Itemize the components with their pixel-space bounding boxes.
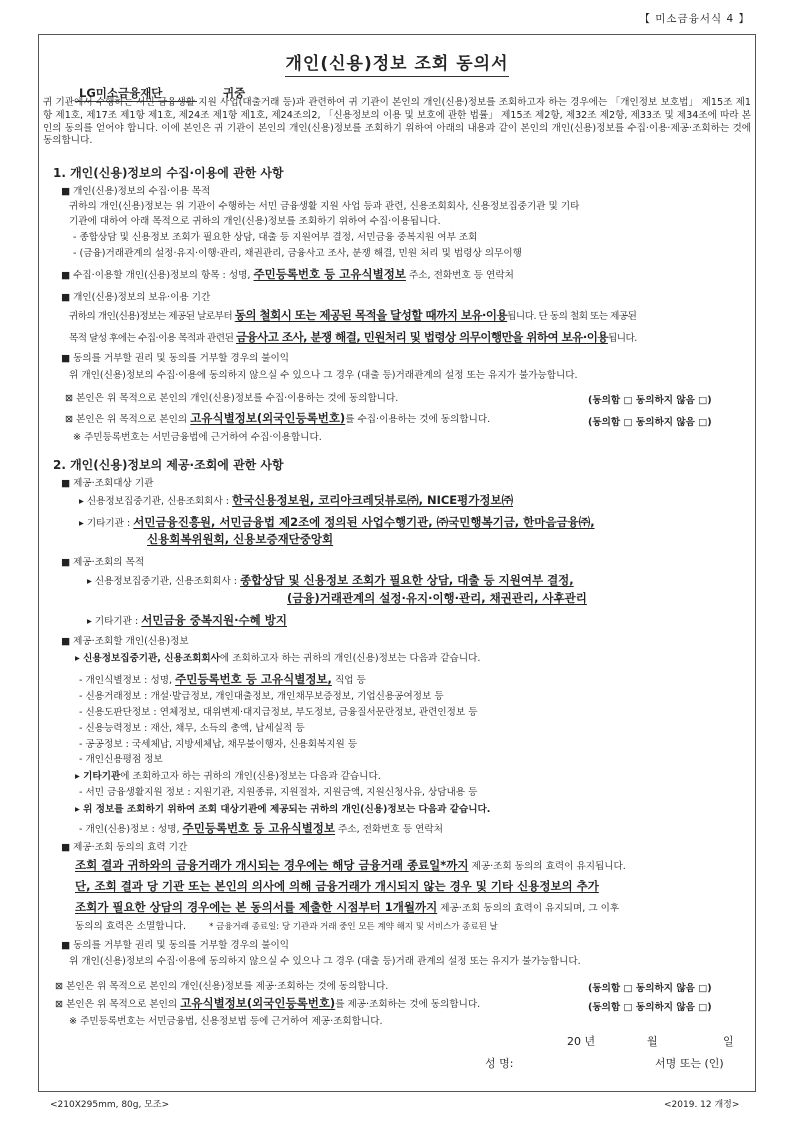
s2-info-3: - 신용거래정보 : 개설·발급정보, 개인대출정보, 개인채무보증정보, 기업신용공여정보 등 [79,691,444,702]
sign-name-label[interactable]: 성 명: [485,1057,514,1070]
s2-info-10: ▸ 위 정보를 조회하기 위하여 조회 대상기관에 제공되는 귀하의 개인(신용)정보는 다음과 같습니다. [75,804,491,815]
s2-info-11: - 개인(신용)정보 : 성명, 주민등록번호 등 고유식별정보 주소, 전화번호 등 연락처 [79,821,443,835]
s1-items-line: ■ 수집·이용할 개인(신용)정보의 항목 : 성명, 주민등록번호 등 고유식별정보 주소, 전화번호 등 연락처 [61,267,514,281]
s1-refuse-text: 위 개인(신용)정보의 수집·이용에 동의하지 않으실 수 있으나 그 경우 (대출 등)거래관계의 설정 또는 유지가 불가능합니다. [69,370,578,381]
date-month[interactable]: 월 [647,1035,658,1048]
s2-valid-3: 조회가 필요한 상담의 경우에는 본 동의서를 제출한 시점부터 1개월까지 제공·조회 동의의 효력이 유지되며, 그 이후 [75,900,620,914]
s2-refuse-label: ■ 동의를 거부할 권리 및 동의를 거부할 경우의 불이익 [61,940,290,951]
s2-target-label: ■ 제공·조회대상 기관 [61,478,154,489]
s2-note: ※ 주민등록번호는 서민금융법, 신용정보법 등에 근거하여 제공·조회합니다. [69,1016,383,1027]
s2-valid-2: 단, 조회 결과 당 기관 또는 본인의 의사에 의해 금융거래가 개시되지 않는 경우 및 기타 신용정보의 추가 [75,879,599,893]
form-frame [38,34,756,1092]
s1-purpose-2: 기관에 대하여 아래 목적으로 귀하의 개인(신용)정보를 조회하기 위하여 수집·이용됩니다. [69,216,441,227]
form-code: 【 미소금융서식 4 】 [639,13,750,25]
s1-consent-1[interactable]: ⊠ 본인은 위 목적으로 본인의 개인(신용)정보를 수집·이용하는 것에 동의합니다. [65,393,399,404]
s1-purpose-label: ■ 개인(신용)정보의 수집·이용 목적 [61,186,211,197]
s2-info-5: - 신용능력정보 : 재산, 채무, 소득의 총액, 납세실적 등 [79,723,305,734]
s1-consent-2[interactable]: ⊠ 본인은 위 목적으로 본인의 고유식별정보(외국인등록번호)를 수집·이용하는 것에 동의합니다. [65,411,491,425]
s1-retention-label: ■ 개인(신용)정보의 보유·이용 기간 [61,292,211,303]
s1-purpose-4: - (금융)거래관계의 설정·유지·이행·관리, 채권관리, 금융사고 조사, 분쟁 해결, 민원 처리 및 법령상 의무이행 [73,248,522,259]
s2-purpose-1: ▸ 신용정보집중기관, 신용조회회사 : 종합상담 및 신용정보 조회가 필요한 상담, 대출 등 지원여부 결정, [87,573,574,587]
s2-info-6: - 공공정보 : 국세체납, 지방세체납, 채무불이행자, 신용회복지원 등 [79,739,358,750]
s2-purpose-2: ▸ 기타기관 : 서민금융 중복지원·수혜 방지 [87,613,287,627]
date-day[interactable]: 일 [723,1035,734,1048]
footer-paper-spec: <210X295mm, 80g, 모조> [50,1100,170,1110]
page-title: 개인(신용)정보 조회 동의서 [39,49,755,74]
section-1-heading: 1. 개인(신용)정보의 수집·이용에 관한 사항 [53,166,284,180]
s1-retention-2: 목적 달성 후에는 수집·이용 목적과 관련된 금융사고 조사, 분쟁 해결, 민원처리 및 법령상 의무이행만을 위하여 보유·이용됩니다. [69,330,637,344]
s1-consent-1-choice[interactable]: (동의함 □ 동의하지 않음 □) [588,395,712,406]
sign-signature-label[interactable]: 서명 또는 (인) [655,1057,724,1070]
s2-purpose-1-cont: (금융)거래관계의 설정·유지·이행·관리, 채권관리, 사후관리 [287,591,587,605]
s2-consent-2[interactable]: ⊠ 본인은 위 목적으로 본인의 고유식별정보(외국인등록번호)를 제공·조회하는 것에 동의합니다. [55,996,481,1010]
s2-target-1: ▸ 신용정보집중기관, 신용조회회사 : 한국신용정보원, 코리아크레딧뷰로㈜, NICE평가정보㈜ [79,493,514,507]
s2-refuse-text: 위 개인(신용)정보의 수집·이용에 동의하지 않으실 수 있으나 그 경우 (대출 등)거래 관계의 설정 또는 유지가 불가능합니다. [69,956,581,967]
s1-note: ※ 주민등록번호는 서민금융법에 근거하여 수집·이용합니다. [73,432,322,443]
s1-retention-1: 귀하의 개인(신용)정보는 제공된 날로부터 동의 철회시 또는 제공된 목적을 달성할 때까지 보유·이용됩니다. 단 동의 철회 또는 제공된 [69,308,637,322]
s2-target-2: ▸ 기타기관 : 서민금융진흥원, 서민금융법 제2조에 정의된 사업수행기관, ㈜국민행복기금, 한마음금융㈜, [79,515,595,529]
s1-consent-2-choice[interactable]: (동의함 □ 동의하지 않음 □) [588,417,712,428]
s2-purpose-label: ■ 제공·조회의 목적 [61,557,145,568]
s2-info-9: - 서민 금융생활지원 정보 : 지원기관, 지원종류, 지원절차, 지원금액, 지원신청사유, 상담내용 등 [79,787,478,798]
s2-info-2: - 개인식별정보 : 성명, 주민등록번호 등 고유식별정보, 직업 등 [79,672,366,686]
s2-valid-1: 조회 결과 귀하와의 금융거래가 개시되는 경우에는 해당 금융거래 종료일*까지 제공·조회 동의의 효력이 유지됩니다. [75,858,626,872]
intro-paragraph: 귀 기관에서 수행하는 서민 금융생활 지원 사업(대출거래 등)과 관련하여 귀 기관이 본인의 개인(신용)정보를 조회하고자 하는 경우에는 「개인정보 보호법」 제15조 제1항 제1호, 제17조 제1항 제1호, 제24조 제1항 제1호, 제24조의2, 「신용정보의 이용 및 보호에 관한 법률」 제15조 제2항, 제32조 제2항, 제33조 및 제34조에 따라 본인의 동의를 얻어야 합니다. 이에 본인은 귀 기관이 본인의 개인(신용)정보를 조회하기 위하여 아래의 내용과 같이 본인의 개인(신용)정보를 수집·이용·제공·조회하는 것에 동의합니다. [43,97,751,147]
s2-consent-2-choice[interactable]: (동의함 □ 동의하지 않음 □) [588,1002,712,1013]
s2-info-4: - 신용도판단정보 : 연체정보, 대위변제·대지급정보, 부도정보, 금융질서문란정보, 관련인정보 등 [79,707,478,718]
s2-target-2-cont: 신용회복위원회, 신용보증재단중앙회 [147,532,334,546]
section-2-heading: 2. 개인(신용)정보의 제공·조회에 관한 사항 [53,458,284,472]
s2-valid-4: 동의의 효력은 소멸합니다. * 금융거래 종료일: 당 기관과 거래 중인 모든 계약 해지 및 서비스가 종료된 날 [75,921,498,932]
s2-info-8: ▸ 기타기관에 조회하고자 하는 귀하의 개인(신용)정보는 다음과 같습니다. [75,771,381,782]
s2-info-1: ▸ 신용정보집중기관, 신용조회회사에 조회하고자 하는 귀하의 개인(신용)정보는 다음과 같습니다. [75,653,481,664]
date-year[interactable]: 20 년 [567,1035,596,1048]
s2-info-7: - 개인신용평점 정보 [79,754,163,765]
s1-purpose-1: 귀하의 개인(신용)정보는 위 기관이 수행하는 서민 금융생활 지원 사업 등과 관련, 신용조회회사, 신용정보집중기관 및 기타 [69,201,580,212]
s2-consent-1-choice[interactable]: (동의함 □ 동의하지 않음 □) [588,983,712,994]
s2-consent-1[interactable]: ⊠ 본인은 위 목적으로 본인의 개인(신용)정보를 제공·조회하는 것에 동의합니다. [55,981,389,992]
s1-purpose-3: - 종합상담 및 신용정보 조회가 필요한 상담, 대출 등 지원여부 결정, 서민금융 중복지원 여부 조회 [73,232,478,243]
s2-valid-label: ■ 제공·조회 동의의 효력 기간 [61,842,188,853]
footer-revision: <2019. 12 개정> [664,1100,740,1110]
s2-info-label: ■ 제공·조회할 개인(신용)정보 [61,636,189,647]
recipient-suffix: 귀중 [223,86,246,100]
s1-refuse-label: ■ 동의를 거부할 권리 및 동의를 거부할 경우의 불이익 [61,353,290,364]
recipient-org: LG미소금융재단 [75,85,197,102]
